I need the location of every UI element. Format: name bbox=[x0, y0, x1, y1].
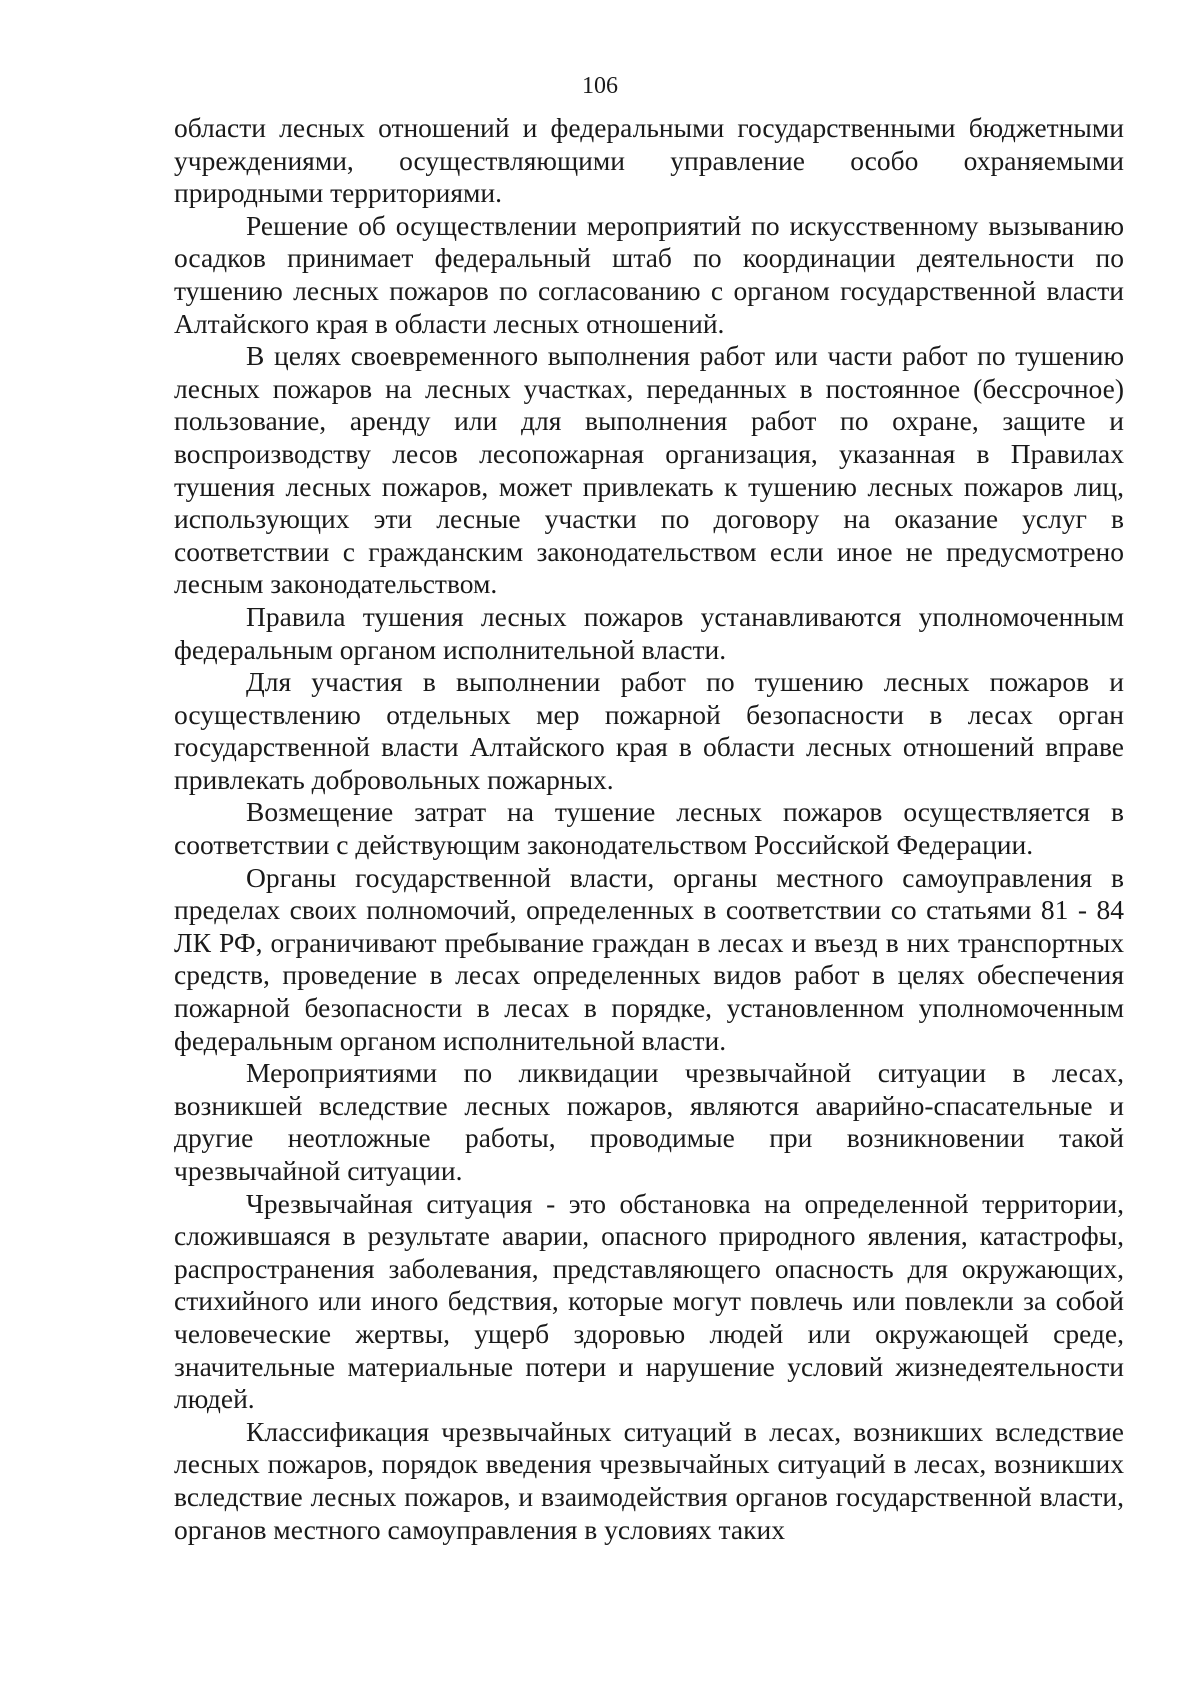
paragraph-timely-works: В целях своевременного выполнения работ или части работ по тушению лесных пожаров на лесных участках, переданных в постоянное (бессрочное) пользование, аренду или для выполнения работ по охране, защите и воспроизводству лесов лесопожарная организация, указанная в Правилах тушения лесных пожаров, может привлекать к тушению лесных пожаров лиц, использующих эти лесные участки по договору на оказание услуг в соответствии с гражданским законодательством если иное не предусмотрено лесным законодательством. bbox=[174, 340, 1124, 600]
paragraph-access-restrictions: Органы государственной власти, органы местного самоуправления в пределах своих полномочий, определенных в соответствии со статьями 81 - 84 ЛК РФ, ограничивают пребывание граждан в лесах и въезд в них транспортных средств, проведение в лесах определенных видов работ в целях обеспечения пожарной безопасности в лесах в порядке, установленном уполномоченным федеральным органом исполнительной власти. bbox=[174, 861, 1124, 1056]
paragraph-precipitation-decision: Решение об осуществлении мероприятий по искусственному вызыванию осадков принимает федеральный штаб по координации деятельности по тушению лесных пожаров по согласованию с органом государственной власти Алтайского края в области лесных отношений. bbox=[174, 209, 1124, 339]
paragraph-continuation: области лесных отношений и федеральными государственными бюджетными учреждениями, осуществляющими управление особо охраняемыми природными территориями. bbox=[174, 112, 1124, 209]
paragraph-emergency-definition: Чрезвычайная ситуация - это обстановка на определенной территории, сложившаяся в результате аварии, опасного природного явления, катастрофы, распространения заболевания, представляющего опасность для окружающих, стихийного или иного бедствия, которые могут повлечь или повлекли за собой человеческие жертвы, ущерб здоровью людей или окружающей среде, значительные материальные потери и нарушение условий жизнедеятельности людей. bbox=[174, 1187, 1124, 1415]
paragraph-volunteers: Для участия в выполнении работ по тушению лесных пожаров и осуществлению отдельных мер пожарной безопасности в лесах орган государственной власти Алтайского края в области лесных отношений вправе привлекать добровольных пожарных. bbox=[174, 666, 1124, 795]
paragraph-emergency-measures: Мероприятиями по ликвидации чрезвычайной ситуации в лесах, возникшей вследствие лесных пожаров, являются аварийно-спасательные и другие неотложные работы, проводимые при возникновении такой чрезвычайной ситуации. bbox=[174, 1057, 1124, 1186]
paragraph-cost-compensation: Возмещение затрат на тушение лесных пожаров осуществляется в соответствии с действующим законодательством Российской Федерации. bbox=[174, 796, 1124, 861]
paragraph-emergency-classification: Классификация чрезвычайных ситуаций в лесах, возникших вследствие лесных пожаров, порядок введения чрезвычайных ситуаций в лесах, возникших вследствие лесных пожаров, и взаимодействия органов государственной власти, органов местного самоуправления в условиях таких bbox=[174, 1415, 1124, 1545]
paragraph-firefighting-rules: Правила тушения лесных пожаров устанавливаются уполномоченным федеральным органом исполнительной власти. bbox=[174, 600, 1124, 665]
page-number: 106 bbox=[582, 73, 618, 99]
document-body bbox=[174, 112, 1124, 1546]
